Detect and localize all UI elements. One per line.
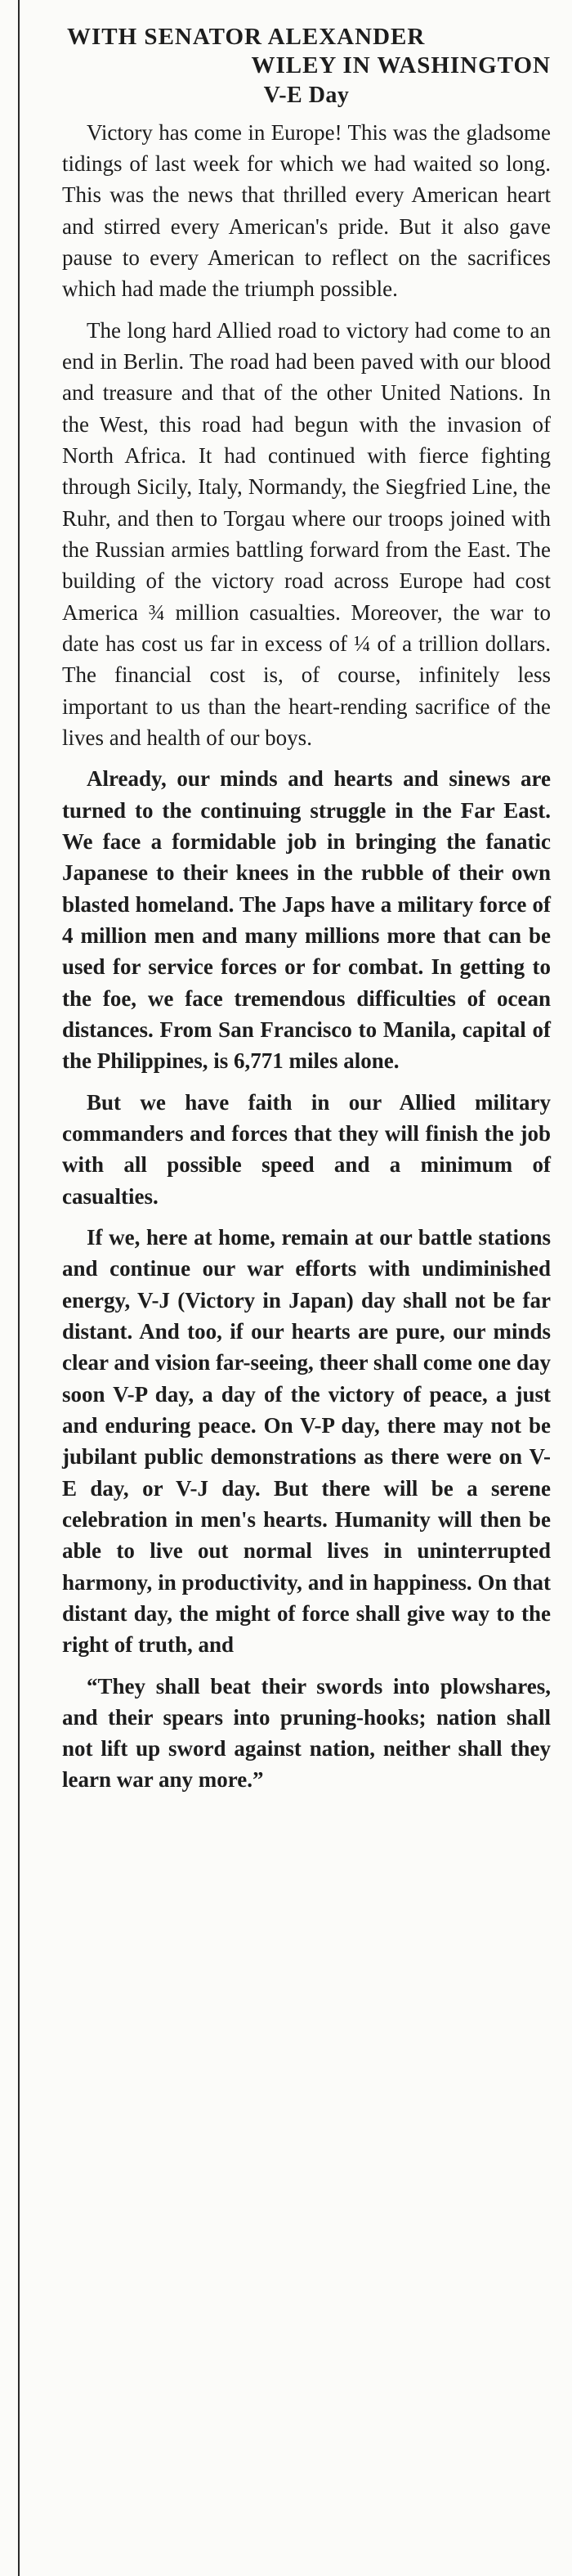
headline xyxy=(62,23,551,81)
closing-quote: “They shall beat their swords into plowshares, and their spears into pruning-hooks; nation shall not lift up sword against nation, neither shall they learn war any more.” xyxy=(62,1673,551,1793)
subhead: V-E Day xyxy=(263,82,350,108)
headline-line-2: WILEY IN WASHINGTON xyxy=(251,52,551,79)
paragraph-2: The long hard Allied road to victory had come to an end in Berlin. The road had been paved with our blood and treasure and that of the other United Nations. In the West, this road had begun with the invasion of North Africa. It had continued with fierce fighting through Sicily, Italy, Normandy, the Siegfried Line, the Ruhr, and then to Torgau where our troops joined with the Russian armies battling forward from the East. The building of the victory road across Europe had cost America ¾ million casualties. Moreover, the war to date has cost us far in excess of ¼ of a trillion dollars. The financial cost is, of course, infinitely less important to us than the heart-rending sacrifice of the lives and health of our boys. xyxy=(62,317,551,750)
paragraph-1: Victory has come in Europe! This was the gladsome tidings of last week for which we had waited so long. This was the news that thrilled every American heart and stirred every American's pride. But it also gave pause to every American to reflect on the sacrifices which had made the triumph possible. xyxy=(62,119,551,302)
column-rule xyxy=(18,0,20,2576)
paragraph-5: If we, here at home, remain at our battle stations and continue our war efforts with undiminished energy, V-J (Victory in Japan) day shall not be far distant. And too, if our hearts are pure, our minds clear and vision far-seeing, theer shall come one day soon V-P day, a day of the victory of peace, a just and enduring peace. On V-P day, there may not be jubilant public demonstrations as there were on V-E day, or V-J day. But there will be a serene celebration in men's hearts. Humanity will then be able to live out normal lives in uninterrupted harmony, in productivity, and in happiness. On that distant day, the might of force shall give way to the right of truth, and xyxy=(62,1224,551,1658)
paragraph-3: Already, our minds and hearts and sinews are turned to the continuing struggle in the Far East. We face a formidable job in bringing the fanatic Japanese to their knees in the rubble of their own blasted homeland. The Japs have a military force of 4 million men and many millions more that can be used for service forces or for combat. In getting to the foe, we face tremendous difficulties of ocean distances. From San Francisco to Manila, capital of the Philippines, is 6,771 miles alone. xyxy=(62,766,551,1074)
paragraph-4: But we have faith in our Allied military commanders and forces that they will finish the job with all possible speed and a minimum of casualties. xyxy=(62,1089,551,1209)
headline-line-1: WITH SENATOR ALEXANDER xyxy=(67,24,426,50)
